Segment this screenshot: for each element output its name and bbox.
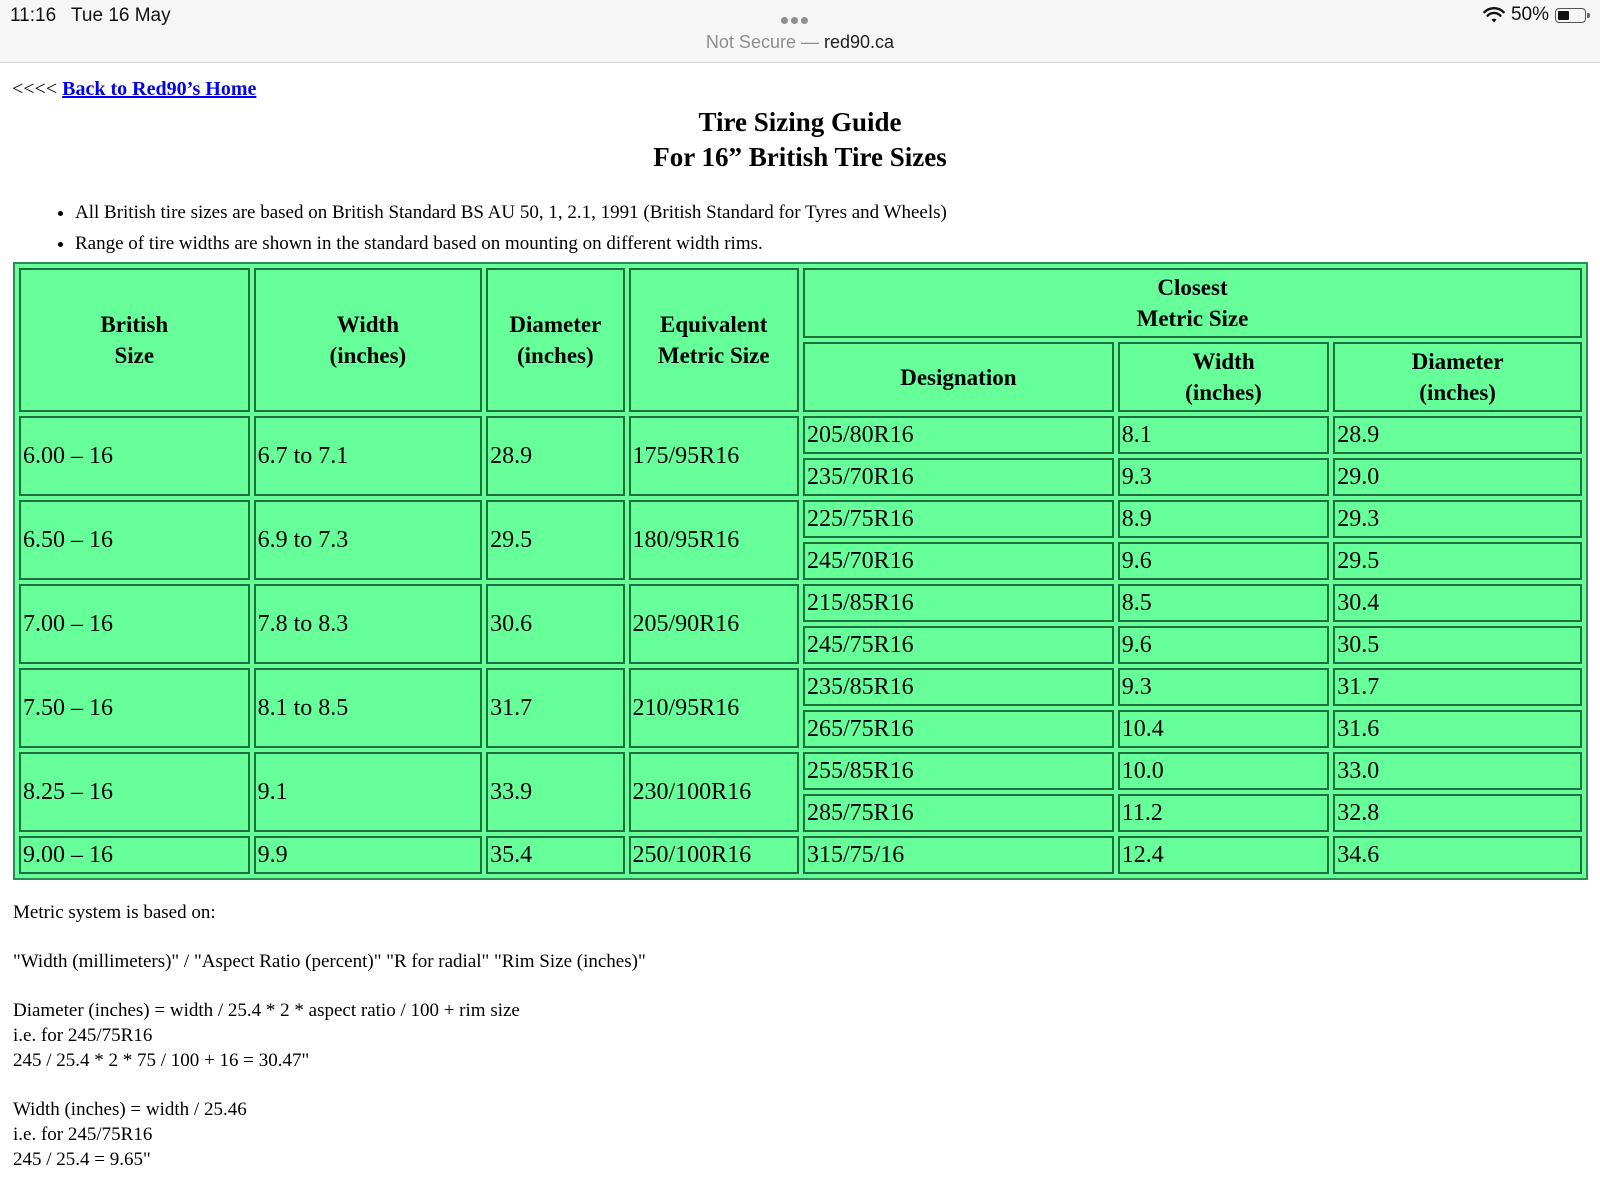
- cell-diameter: 35.4: [486, 836, 624, 874]
- wifi-icon: [1483, 7, 1505, 24]
- cell-width: 9.9: [254, 836, 483, 874]
- cell-closest-width: 8.9: [1118, 500, 1330, 538]
- cell-equivalent-metric: 250/100R16: [629, 836, 799, 874]
- footer-width-formula: Width (inches) = width / 25.46 i.e. for 245/75R16 245 / 25.4 = 9.65": [13, 1099, 247, 1170]
- cell-closest-diameter: 29.3: [1333, 500, 1582, 538]
- cell-diameter: 28.9: [486, 416, 624, 496]
- cell-closest-width: 8.5: [1118, 584, 1330, 622]
- footer-notes: [13, 900, 646, 1196]
- cell-width: 7.8 to 8.3: [254, 584, 483, 664]
- cell-equivalent-metric: 175/95R16: [629, 416, 799, 496]
- back-home-link[interactable]: Back to Red90’s Home: [62, 78, 257, 100]
- cell-closest-diameter: 28.9: [1333, 416, 1582, 454]
- note-item: • All British tire sizes are based on British Standard BS AU 50, 1, 2.1, 1991 (British Standard for Tyres and Wheels): [75, 197, 947, 228]
- header-closest-diameter: Diameter (inches): [1333, 342, 1582, 412]
- header-closest-metric: Closest Metric Size: [803, 268, 1582, 338]
- cell-closest-diameter: 34.6: [1333, 836, 1582, 874]
- table-row: [19, 836, 1582, 874]
- cell-width: 6.9 to 7.3: [254, 500, 483, 580]
- cell-british-size: 9.00 – 16: [19, 836, 250, 874]
- cell-designation: 315/75/16: [803, 836, 1114, 874]
- table-row: [19, 416, 1582, 454]
- cell-designation: 225/75R16: [803, 500, 1114, 538]
- cell-closest-width: 9.3: [1118, 668, 1330, 706]
- more-dots-icon[interactable]: [781, 11, 811, 29]
- cell-closest-diameter: 31.6: [1333, 710, 1582, 748]
- cell-width: 9.1: [254, 752, 483, 832]
- not-secure-label: Not Secure: [705, 32, 796, 52]
- cell-closest-width: 9.3: [1118, 458, 1330, 496]
- cell-closest-width: 12.4: [1118, 836, 1330, 874]
- footer-format: "Width (millimeters)" / "Aspect Ratio (percent)" "R for radial" "Rim Size (inches)": [13, 951, 646, 972]
- cell-closest-diameter: 30.4: [1333, 584, 1582, 622]
- status-right: [1483, 4, 1586, 26]
- cell-designation: 245/70R16: [803, 542, 1114, 580]
- header-british-size: British Size: [19, 268, 250, 412]
- cell-equivalent-metric: 210/95R16: [629, 668, 799, 748]
- battery-icon: [1555, 8, 1586, 23]
- note-item: • Range of tire widths are shown in the standard based on mounting on different width rims.: [75, 228, 947, 259]
- table-row: [19, 752, 1582, 790]
- url-separator: —: [800, 32, 819, 52]
- cell-british-size: 7.50 – 16: [19, 668, 250, 748]
- cell-british-size: 7.00 – 16: [19, 584, 250, 664]
- table-row: [19, 500, 1582, 538]
- cell-width: 6.7 to 7.1: [254, 416, 483, 496]
- cell-closest-width: 9.6: [1118, 542, 1330, 580]
- cell-designation: 235/70R16: [803, 458, 1114, 496]
- clock: 11:16: [10, 5, 57, 26]
- tire-size-table: [13, 262, 1588, 880]
- cell-designation: 205/80R16: [803, 416, 1114, 454]
- title-line-2: For 16” British Tire Sizes: [653, 142, 947, 172]
- cell-closest-width: 10.4: [1118, 710, 1330, 748]
- back-arrows: <<<<: [12, 78, 58, 100]
- url-domain: red90.ca: [824, 32, 895, 52]
- cell-width: 8.1 to 8.5: [254, 668, 483, 748]
- table-row: [19, 668, 1582, 706]
- address-bar[interactable]: [0, 32, 1600, 53]
- cell-closest-width: 10.0: [1118, 752, 1330, 790]
- notes-list: [40, 197, 947, 259]
- cell-designation: 245/75R16: [803, 626, 1114, 664]
- footer-diameter-formula: Diameter (inches) = width / 25.4 * 2 * aspect ratio / 100 + rim size i.e. for 245/75R16 245 / 25.4 * 2 * 75 / 100 + 16 = 30.47": [13, 1000, 520, 1071]
- cell-diameter: 29.5: [486, 500, 624, 580]
- page-title: [0, 105, 1600, 175]
- title-line-1: Tire Sizing Guide: [698, 107, 902, 137]
- cell-equivalent-metric: 230/100R16: [629, 752, 799, 832]
- header-diameter: Diameter (inches): [486, 268, 624, 412]
- cell-closest-diameter: 29.5: [1333, 542, 1582, 580]
- cell-diameter: 30.6: [486, 584, 624, 664]
- status-bar: [0, 0, 1600, 63]
- cell-closest-diameter: 32.8: [1333, 794, 1582, 832]
- cell-british-size: 6.50 – 16: [19, 500, 250, 580]
- cell-diameter: 33.9: [486, 752, 624, 832]
- cell-equivalent-metric: 180/95R16: [629, 500, 799, 580]
- cell-designation: 255/85R16: [803, 752, 1114, 790]
- back-nav: [12, 78, 256, 101]
- footer-intro: Metric system is based on:: [13, 902, 216, 923]
- cell-closest-diameter: 33.0: [1333, 752, 1582, 790]
- date: Tue 16 May: [71, 5, 171, 26]
- cell-closest-width: 8.1: [1118, 416, 1330, 454]
- cell-designation: 215/85R16: [803, 584, 1114, 622]
- header-width: Width (inches): [254, 268, 483, 412]
- table-body: [19, 416, 1582, 874]
- cell-closest-diameter: 31.7: [1333, 668, 1582, 706]
- cell-closest-diameter: 30.5: [1333, 626, 1582, 664]
- battery-percent: 50%: [1510, 4, 1549, 25]
- cell-designation: 235/85R16: [803, 668, 1114, 706]
- cell-equivalent-metric: 205/90R16: [629, 584, 799, 664]
- header-designation: Designation: [803, 342, 1114, 412]
- cell-diameter: 31.7: [486, 668, 624, 748]
- header-equivalent-metric: Equivalent Metric Size: [629, 268, 799, 412]
- cell-designation: 265/75R16: [803, 710, 1114, 748]
- cell-british-size: 8.25 – 16: [19, 752, 250, 832]
- table-row: [19, 584, 1582, 622]
- cell-closest-width: 11.2: [1118, 794, 1330, 832]
- cell-designation: 285/75R16: [803, 794, 1114, 832]
- cell-closest-width: 9.6: [1118, 626, 1330, 664]
- header-closest-width: Width (inches): [1118, 342, 1330, 412]
- cell-closest-diameter: 29.0: [1333, 458, 1582, 496]
- cell-british-size: 6.00 – 16: [19, 416, 250, 496]
